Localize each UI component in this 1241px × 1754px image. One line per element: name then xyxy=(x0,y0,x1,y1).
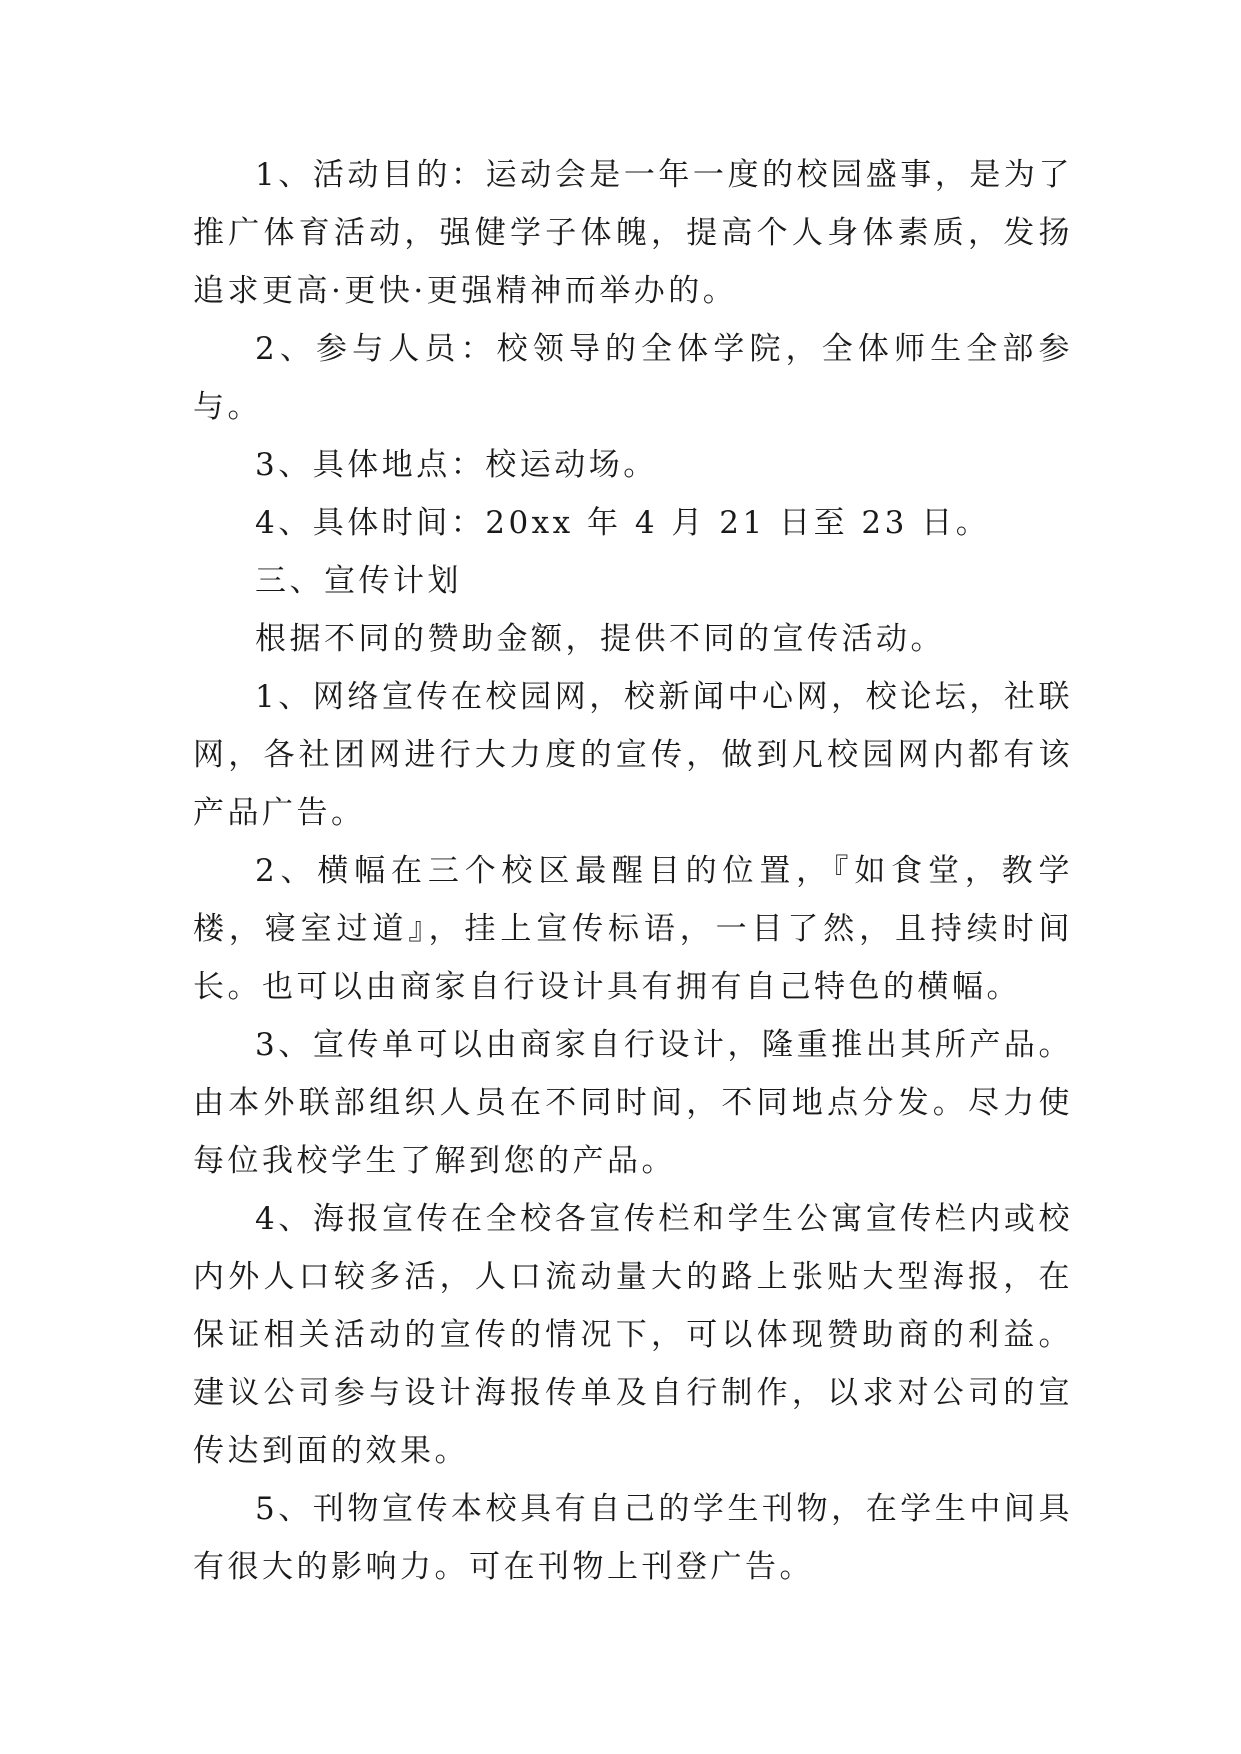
paragraph-location: 3、具体地点：校运动场。 xyxy=(255,447,658,483)
paragraph-time: 4、具体时间：20xx 年 4 月 21 日至 23 日。 xyxy=(255,505,991,541)
section-heading-publicity-plan: 三、宣传计划 xyxy=(255,563,462,599)
paragraph-banner-publicity: 2、横幅在三个校区最醒目的位置，『如食堂，教学楼，寝室过道』，挂上宣传标语，一目了然，且持续时间长。也可以由商家自行设计具有拥有自己特色的横幅。 xyxy=(193,853,1073,1005)
paragraph-poster-publicity: 4、海报宣传在全校各宣传栏和学生公寓宣传栏内或校内外人口较多活，人口流动量大的路上张贴大型海报，在保证相关活动的宣传的情况下，可以体现赞助商的利益。建议公司参与设计海报传单及自行制作，以求对公司的宣传达到面的效果。 xyxy=(193,1201,1073,1469)
paragraph-publicity-intro: 根据不同的赞助金额，提供不同的宣传活动。 xyxy=(255,621,945,657)
document-body xyxy=(193,146,1073,1596)
paragraph-participants: 2、参与人员：校领导的全体学院，全体师生全部参与。 xyxy=(193,331,1073,425)
paragraph-publication-publicity: 5、刊物宣传本校具有自己的学生刊物，在学生中间具有很大的影响力。可在刊物上刊登广告。 xyxy=(193,1491,1073,1585)
paragraph-activity-purpose: 1、活动目的：运动会是一年一度的校园盛事，是为了推广体育活动，强健学子体魄，提高个人身体素质，发扬追求更高·更快·更强精神而举办的。 xyxy=(193,157,1073,309)
paragraph-flyer-publicity: 3、宣传单可以由商家自行设计，隆重推出其所产品。由本外联部组织人员在不同时间，不同地点分发。尽力使每位我校学生了解到您的产品。 xyxy=(193,1027,1073,1179)
paragraph-online-publicity: 1、网络宣传在校园网，校新闻中心网，校论坛，社联网，各社团网进行大力度的宣传，做到凡校园网内都有该产品广告。 xyxy=(193,679,1073,831)
